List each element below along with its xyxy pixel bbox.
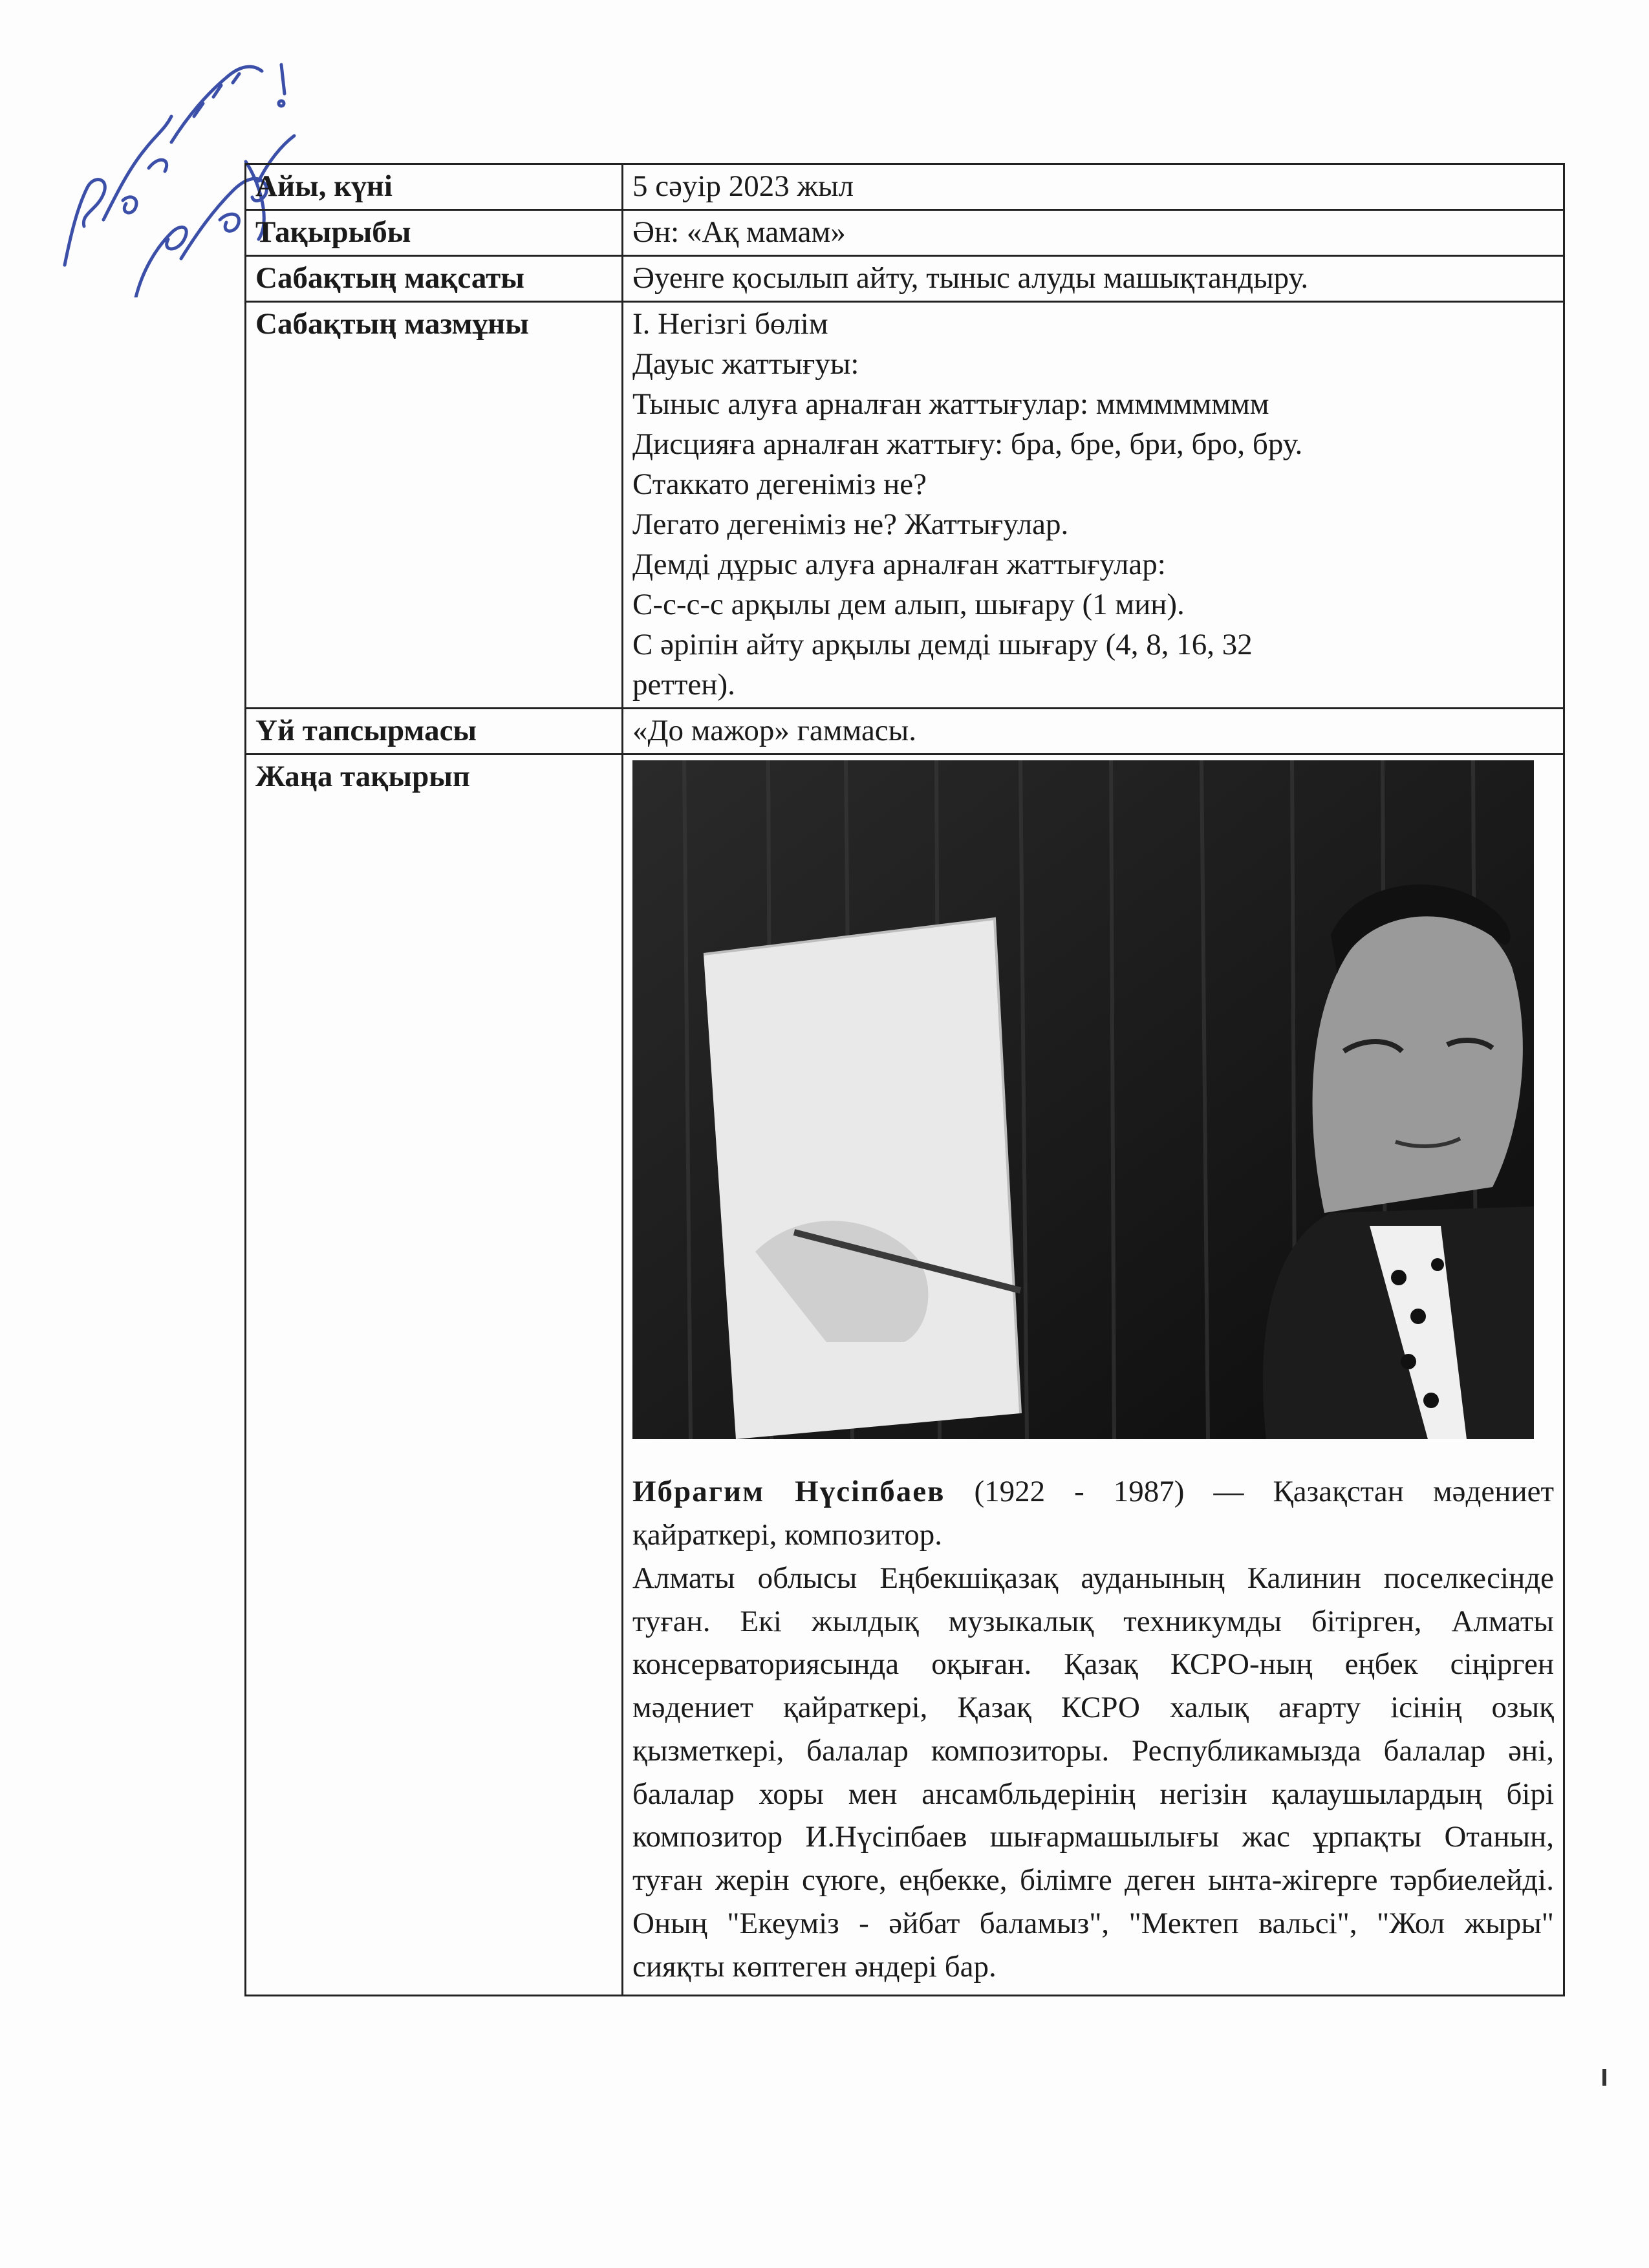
table-row-new-topic bbox=[246, 754, 1564, 1996]
biography-intro bbox=[632, 1470, 1554, 1556]
composer-dates: (1922 - 1987) — Қазақстан мәдениет қайраткері, композитор. bbox=[632, 1475, 1555, 1552]
content-line: Дисцияға арналған жаттығу: бра, бре, бри, бро, бру. bbox=[632, 427, 1303, 462]
topic-label: Тақырыбы bbox=[246, 210, 623, 256]
biography-body: Алматы облысы Еңбекшіқазақ ауданының Калинин поселкесінде туған. Екі жылдық музыкалық техникумды бітірген, Алматы консерваториясында оқыған. Қазақ КСРО-ның еңбек сіңірген мәдениет қайраткері, Қазақ КСРО халық ағарту ісінің озық қызметкері, балалар композиторы. Республикамызда балалар әні, балалар хоры мен ансамбльдерінің негізін қалаушылардың бірі композитор И.Нүсіпбаев шығармашылығы жас ұрпақты Отанын, туған жерін сүюге, еңбекке, білімге деген ынта-жігерге тәрбиелейді. Оның "Екеуміз - әйбат баламыз", "Мектеп вальсі", "Жол жыры" сияқты көптеген әндері бар. bbox=[632, 1561, 1554, 1984]
table-row-topic bbox=[246, 210, 1564, 256]
composer-name: Ибрагим Нүсіпбаев bbox=[632, 1475, 945, 1509]
table-row-goal bbox=[246, 256, 1564, 302]
table-row-content bbox=[246, 302, 1564, 709]
lesson-plan-table bbox=[244, 163, 1565, 1996]
content-line: Легато дегеніміз не? Жаттығулар. bbox=[632, 508, 1069, 542]
content-label: Сабақтың мазмұны bbox=[246, 302, 623, 709]
content-line: Дауыс жаттығуы: bbox=[632, 347, 859, 381]
composer-photo bbox=[632, 760, 1534, 1439]
homework-value: «До мажор» гаммасы. bbox=[623, 709, 1564, 754]
goal-label: Сабақтың мақсаты bbox=[246, 256, 623, 302]
scan-mark bbox=[1602, 2069, 1606, 2086]
table-row-date bbox=[246, 164, 1564, 210]
homework-label: Үй тапсырмасы bbox=[246, 709, 623, 754]
content-line: реттен). bbox=[632, 668, 735, 702]
goal-value: Әуенге қосылып айту, тыныс алуды машықтандыру. bbox=[623, 256, 1564, 302]
content-line: Стаккато дегеніміз не? bbox=[632, 467, 927, 502]
date-label: Айы, күні bbox=[246, 164, 623, 210]
table-row-homework bbox=[246, 709, 1564, 754]
date-value: 5 сәуір 2023 жыл bbox=[623, 164, 1564, 210]
topic-value: Ән: «Ақ мамам» bbox=[623, 210, 1564, 256]
content-line: С-с-с-с арқылы дем алып, шығару (1 мин). bbox=[632, 588, 1185, 622]
content-line: Тыныс алуға арналған жаттығулар: ммммммммм bbox=[632, 387, 1269, 422]
new-topic-value bbox=[623, 754, 1564, 1996]
composer-photo-image bbox=[632, 760, 1534, 1439]
content-line: I. Негізгі бөлім bbox=[632, 307, 828, 341]
content-line: Демді дұрыс алуға арналған жаттығулар: bbox=[632, 548, 1166, 582]
content-line: С әріпін айту арқылы демді шығару (4, 8, 16, 32 bbox=[632, 628, 1253, 662]
composer-biography bbox=[632, 1470, 1554, 1992]
new-topic-label: Жаңа тақырып bbox=[246, 754, 623, 1996]
content-value bbox=[623, 302, 1564, 709]
